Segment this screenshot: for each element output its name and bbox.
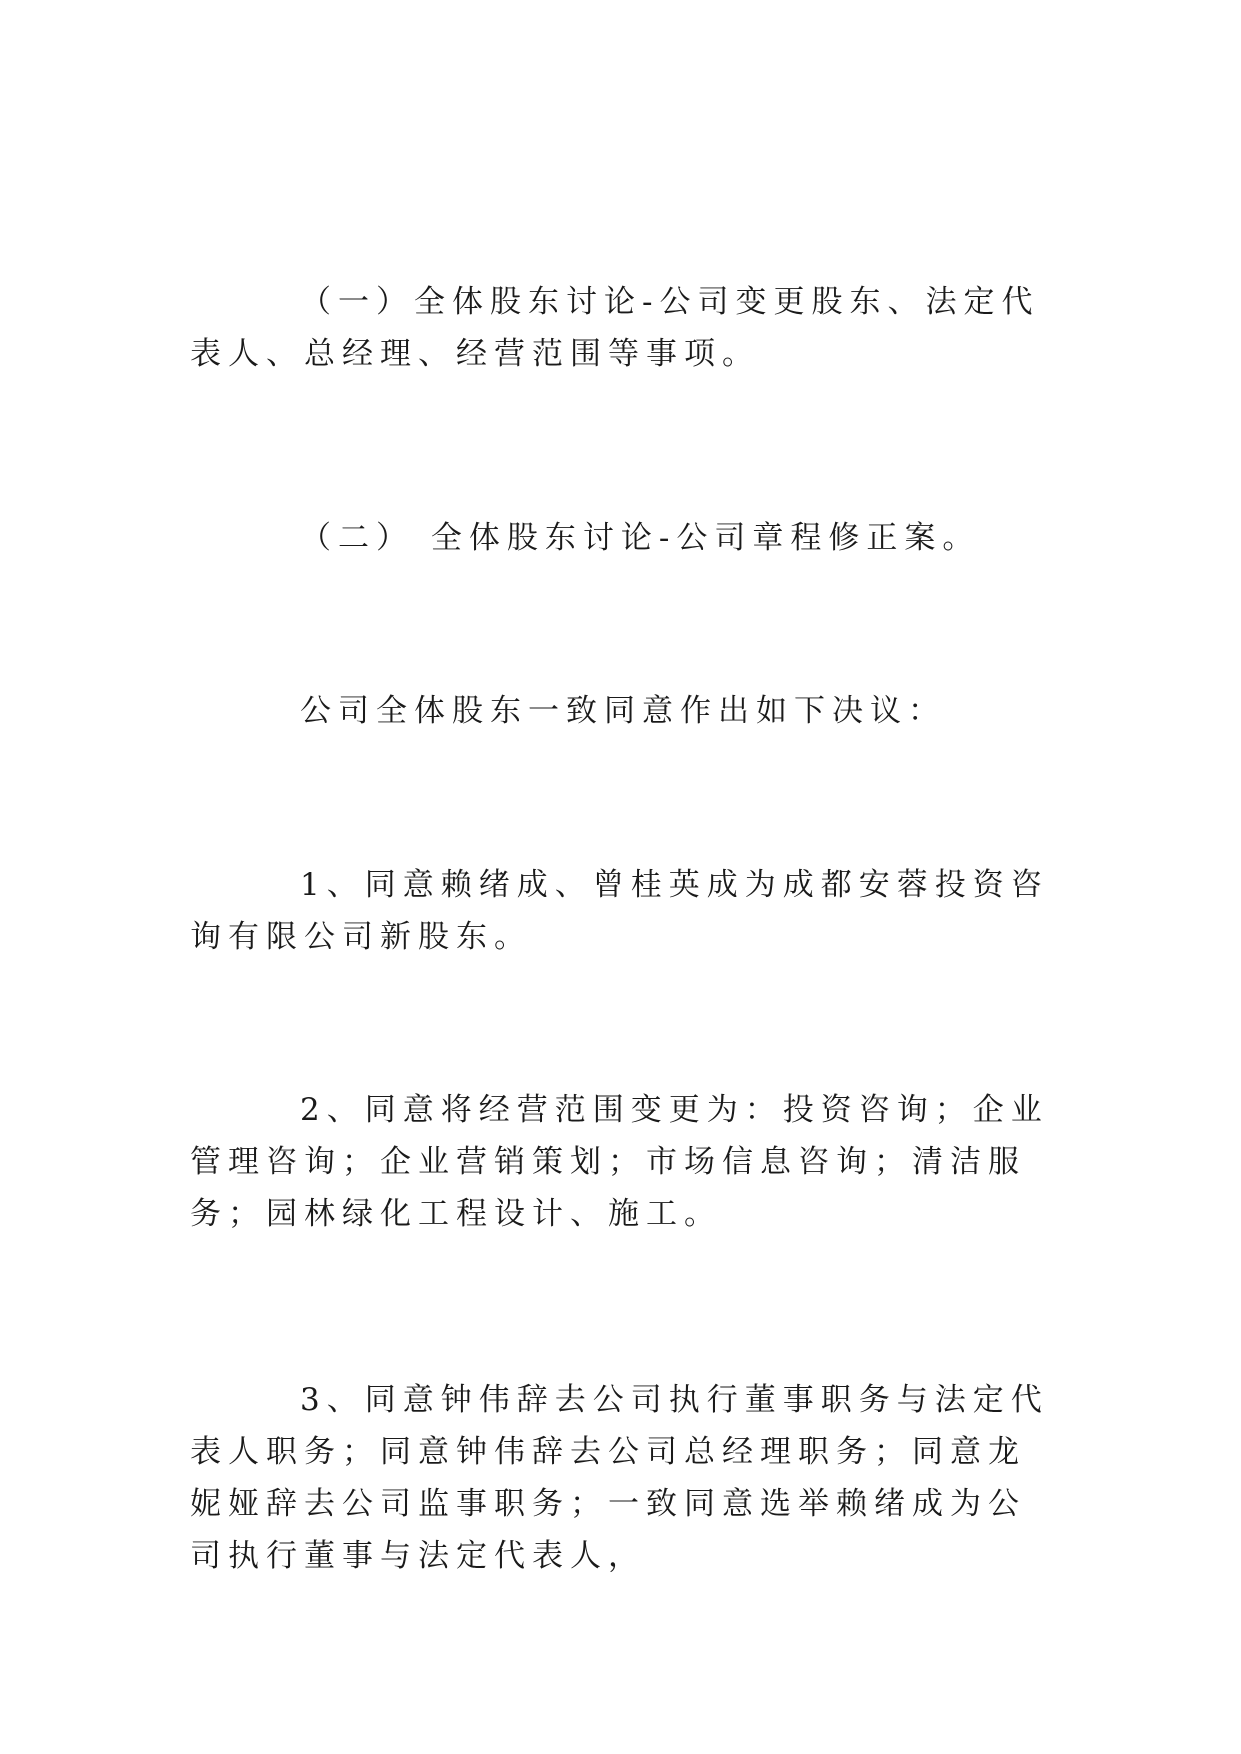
agenda-item-2: （二） 全体股东讨论-公司章程修正案。: [300, 520, 981, 556]
agenda-item-1: （一）全体股东讨论-公司变更股东、法定代表人、总经理、经营范围等事项。: [190, 284, 1040, 372]
resolution-1: 1、同意赖绪成、曾桂英成为成都安蓉投资咨询有限公司新股东。: [190, 867, 1049, 955]
resolution-3: 3、同意钟伟辞去公司执行董事职务与法定代表人职务；同意钟伟辞去公司总经理职务；同意龙妮娅辞去公司监事职务；一致同意选举赖绪成为公司执行董事与法定代表人，: [190, 1382, 1049, 1574]
resolution-intro: 公司全体股东一致同意作出如下决议：: [300, 693, 946, 729]
resolution-2: 2、同意将经营范围变更为：投资咨询；企业管理咨询；企业营销策划；市场信息咨询；清洁服务；园林绿化工程设计、施工。: [190, 1092, 1049, 1232]
